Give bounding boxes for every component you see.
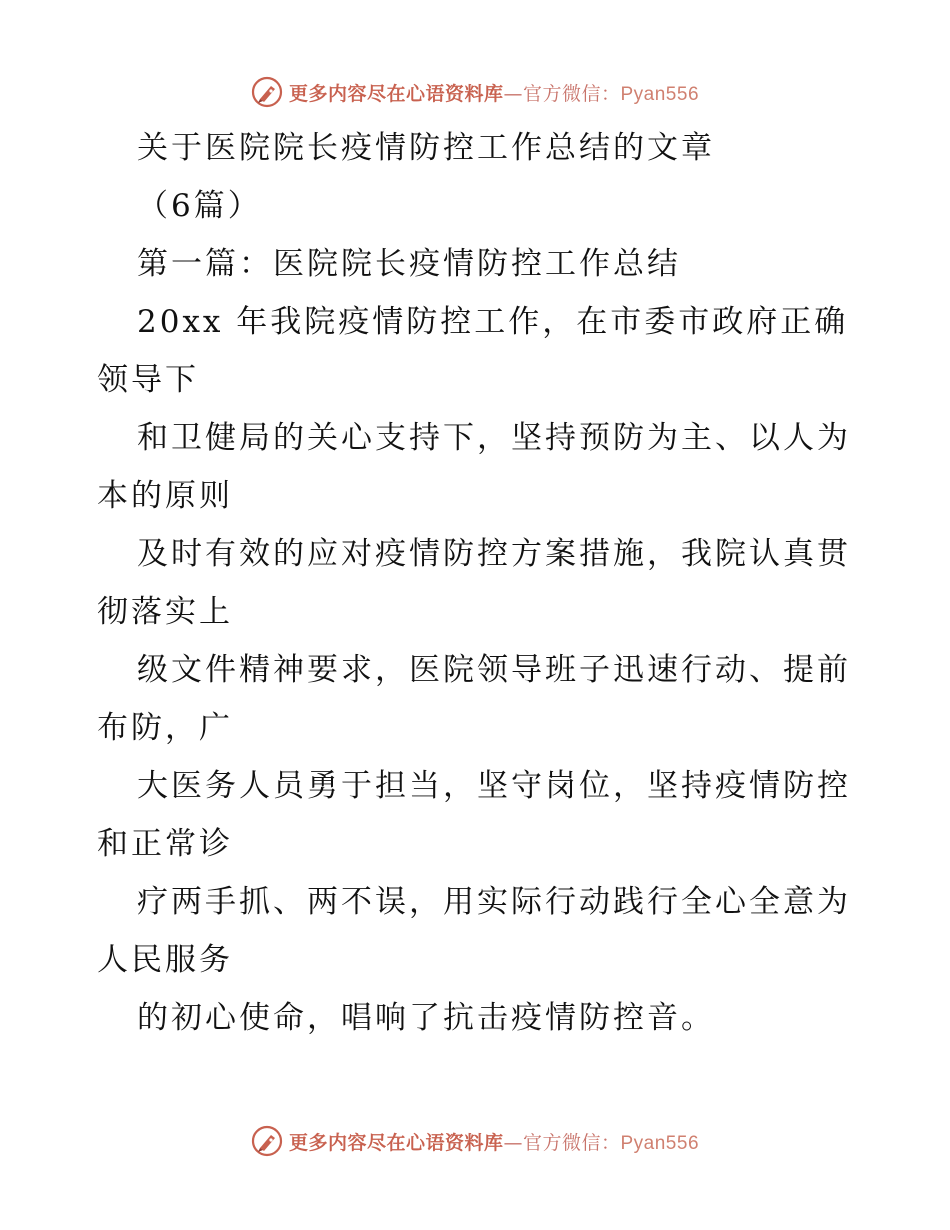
paragraph-line: 的初心使命，唱响了抗击疫情防控音。 xyxy=(137,1000,715,1036)
document-title-line-1: 关于医院院长疫情防控工作总结的文章 xyxy=(137,130,715,166)
watermark-dash: — xyxy=(503,1131,523,1154)
paragraph-line: 20xx 年我院疫情防控工作，在市委市政府正确 xyxy=(137,304,849,340)
pen-nib-logo-icon xyxy=(251,1125,283,1157)
section-heading: 第一篇：医院院长疫情防控工作总结 xyxy=(137,246,681,282)
watermark-header xyxy=(0,72,950,112)
watermark-footer xyxy=(0,1121,950,1161)
paragraph-line: 领导下 xyxy=(97,362,199,398)
paragraph-line: 疗两手抓、两不误，用实际行动践行全心全意为 xyxy=(137,884,851,920)
paragraph-line: 和正常诊 xyxy=(97,826,233,862)
paragraph-line: 彻落实上 xyxy=(97,594,233,630)
paragraph-line: 及时有效的应对疫情防控方案措施，我院认真贯 xyxy=(137,536,851,572)
watermark-id: Pyan556 xyxy=(620,83,700,105)
watermark-prefix: 更多内容尽在心语资料库 xyxy=(288,1131,504,1154)
watermark-dash: — xyxy=(503,82,523,105)
paragraph-line: 和卫健局的关心支持下，坚持预防为主、以人为 xyxy=(137,420,851,456)
document-body xyxy=(97,119,857,1047)
paragraph-line: 级文件精神要求，医院领导班子迅速行动、提前 xyxy=(137,652,851,688)
paragraph-line: 布防，广 xyxy=(97,710,233,746)
paragraph-line: 大医务人员勇于担当，坚守岗位，坚持疫情防控 xyxy=(137,768,851,804)
pen-nib-logo-icon xyxy=(251,76,283,108)
document-title-line-2: （6篇） xyxy=(137,188,262,224)
watermark-id: Pyan556 xyxy=(620,1132,700,1154)
watermark-prefix: 更多内容尽在心语资料库 xyxy=(288,82,504,105)
watermark-middle: 官方微信： xyxy=(522,1131,621,1154)
watermark-middle: 官方微信： xyxy=(522,82,621,105)
paragraph-line: 本的原则 xyxy=(97,478,233,514)
paragraph-line: 人民服务 xyxy=(97,942,233,978)
